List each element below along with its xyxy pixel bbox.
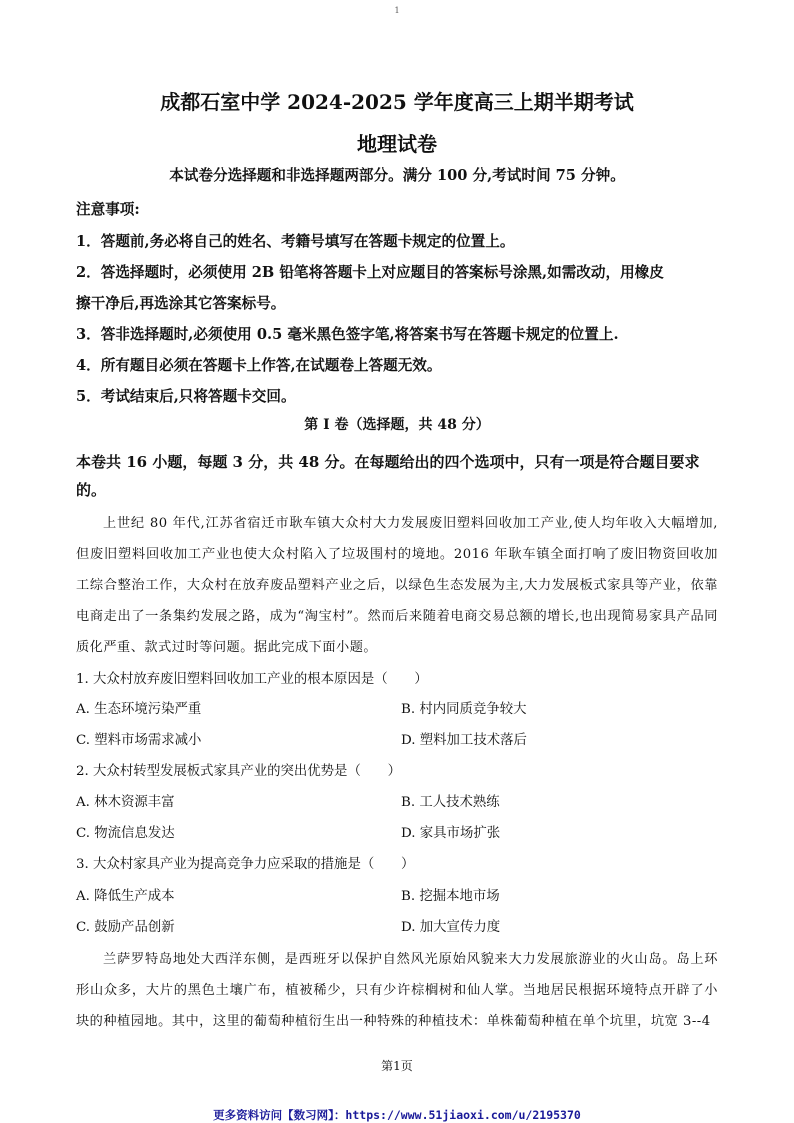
note-item: 2．答选择题时，必须使用 2B 铅笔将答题卡上对应题目的答案标号涂黑,如需改动，用橡皮 [76,264,664,281]
question-3-option-c: C. 鼓励产品创新 [76,920,175,935]
subject-title: 地理试卷 [357,132,437,156]
note-item: 3．答非选择题时,必须使用 0.5 毫米黑色签字笔,将答案书写在答题卡规定的位置上. [76,326,619,343]
question-3-stem: 3. 大众村家具产业为提高竞争力应采取的措施是（ ） [76,857,415,872]
footer-link[interactable]: 更多资料访问【数习网】：https://www.51jiaoxi.com/u/2195370 [213,1108,581,1122]
passage-1: 上世纪 80 年代,江苏省宿迁市耿车镇大众村大力发展废旧塑料回收加工产业,使人均年收入大幅增加,但废旧塑料回收加工产业也使大众村陷入了垃圾围村的境地。2016 年耿车镇全面打响了废旧物资回收加工综合整治工作，大众村在放弃废品塑料产业之后，以绿色生态发展为主,大力发展板式家具等产业，依靠电商走出了一条集约发展之路，成为“淘宝村”。然而后来随着电商交易总额的增长,也出现简易家具产品同质化严重、款式过时等问题。据此完成下面小题。 [76,516,718,655]
page-number: 第1页 [381,1059,413,1073]
question-2-stem: 2. 大众村转型发展板式家具产业的突出优势是（ ） [76,764,402,779]
question-2-option-a: A. 林木资源丰富 [76,795,175,810]
question-1-option-c: C. 塑料市场需求减小 [76,733,202,748]
exam-intro: 本试卷分选择题和非选择题两部分。满分 100 分,考试时间 75 分钟。 [169,167,625,184]
note-item: 4．所有题目必须在答题卡上作答,在试题卷上答题无效。 [76,357,442,374]
note-item: 5．考试结束后,只将答题卡交回。 [76,388,296,405]
notes-heading: 注意事项: [76,201,140,218]
question-2-option-c: C. 物流信息发达 [76,826,175,841]
passage-2: 兰萨罗特岛地处大西洋东侧，是西班牙以保护自然风光原始风貌来大力发展旅游业的火山岛。岛上环形山众多，大片的黑色土壤广布，植被稀少，只有少许棕榈树和仙人掌。当地居民根据环境特点开辟了小块的种植园地。其中，这里的葡萄种植衍生出一种特殊的种植技术：单株葡萄种植在单个坑里，坑宽 3--4 [76,952,718,1029]
question-1-stem: 1. 大众村放弃废旧塑料回收加工产业的根本原因是（ ） [76,672,428,687]
page-top-mark: 1 [394,6,400,15]
question-1-option-d: D. 塑料加工技术落后 [401,733,527,748]
question-3-option-d: D. 加大宣传力度 [401,920,501,935]
question-3-option-b: B. 挖掘本地市场 [401,889,500,904]
section-title: 第 I 卷（选择题，共 48 分） [304,417,490,433]
section-instructions: 本卷共 16 小题，每题 3 分，共 48 分。在每题给出的四个选项中，只有一项是符合题目要求的。 [76,453,700,499]
question-2-option-d: D. 家具市场扩张 [401,826,501,841]
question-1-option-a: A. 生态环境污染严重 [76,702,202,717]
question-2-option-b: B. 工人技术熟练 [401,795,500,810]
note-item-continued: 擦干净后,再选涂其它答案标号。 [76,295,286,312]
question-3-option-a: A. 降低生产成本 [76,889,175,904]
note-item: 1．答题前,务必将自己的姓名、考籍号填写在答题卡规定的位置上。 [76,233,515,250]
question-1-option-b: B. 村内同质竞争较大 [401,702,527,717]
exam-title: 成都石室中学 2024-2025 学年度高三上期半期考试 [160,90,634,114]
